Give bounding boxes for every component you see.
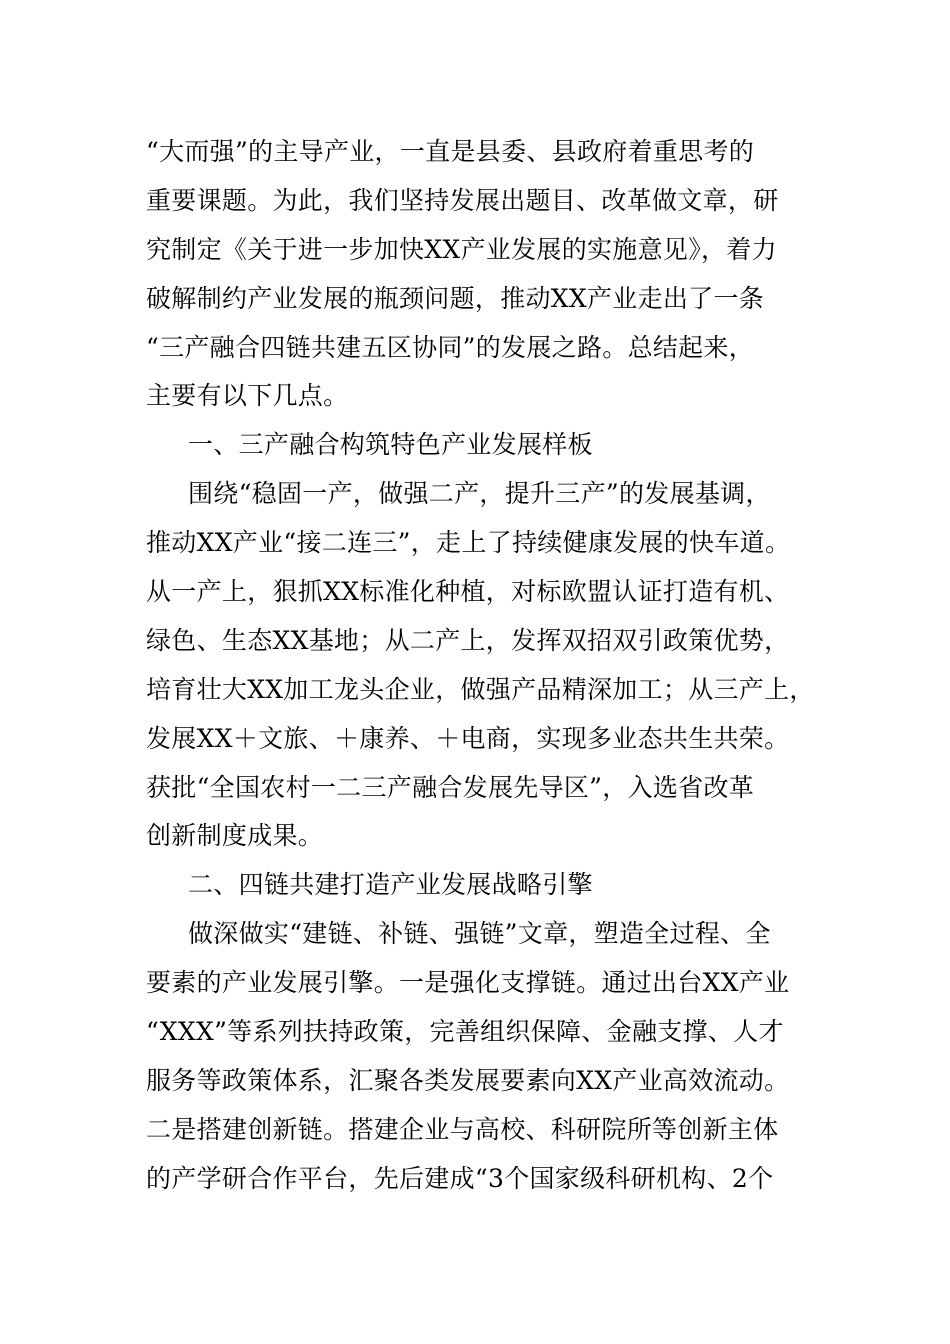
paragraph-line: 二是搭建创新链。搭建企业与高校、科研院所等创新主体	[146, 1114, 779, 1144]
paragraph-line: 从一产上，狠抓XX标准化种植，对标欧盟认证打造有机、	[146, 577, 790, 607]
paragraph-line: 重要课题。为此，我们坚持发展出题目、改革做文章，研	[146, 185, 779, 215]
paragraph-line: 推动XX产业“接二连三”，走上了持续健康发展的快车道。	[146, 528, 791, 558]
section-heading: 一、三产融合构筑特色产业发展样板	[188, 430, 593, 460]
paragraph-line: 创新制度成果。	[146, 821, 324, 851]
paragraph-line: 要素的产业发展引擎。一是强化支撑链。通过出台XX产业	[146, 968, 790, 998]
paragraph-line: 绿色、生态XX基地；从二产上，发挥双招双引政策优势，	[146, 625, 790, 655]
section-heading: 二、四链共建打造产业发展战略引擎	[188, 870, 593, 900]
paragraph-line: 服务等政策体系，汇聚各类发展要素向XX产业高效流动。	[146, 1065, 790, 1095]
paragraph-line: 的产学研合作平台，先后建成“3个国家级科研机构、2个	[146, 1163, 774, 1193]
paragraph-line: 做深做实“建链、补链、强链”文章，塑造全过程、全	[188, 919, 771, 949]
paragraph-line: 培育壮大XX加工龙头企业，做强产品精深加工；从三产上，	[146, 674, 815, 704]
paragraph-line: 破解制约产业发展的瓶颈问题，推动XX产业走出了一条	[146, 283, 765, 313]
paragraph-line: 发展XX＋文旅、＋康养、＋电商，实现多业态共生共荣。	[146, 723, 790, 753]
document-body	[146, 128, 836, 1204]
paragraph-line: “XXX”等系列扶持政策，完善组织保障、金融支撑、人才	[146, 1017, 784, 1047]
paragraph-line: 究制定《关于进一步加快XX产业发展的实施意见》，着力	[146, 234, 777, 264]
paragraph-line: “三产融合四链共建五区协同”的发展之路。总结起来，	[146, 332, 755, 362]
paragraph-line: 获批“全国农村一二三产融合发展先导区”，入选省改革	[146, 772, 755, 802]
paragraph-line: 主要有以下几点。	[146, 381, 349, 411]
paragraph-line: 围绕“稳固一产，做强二产，提升三产”的发展基调，	[188, 479, 771, 509]
paragraph-line: “大而强”的主导产业，一直是县委、县政府着重思考的	[146, 137, 755, 166]
